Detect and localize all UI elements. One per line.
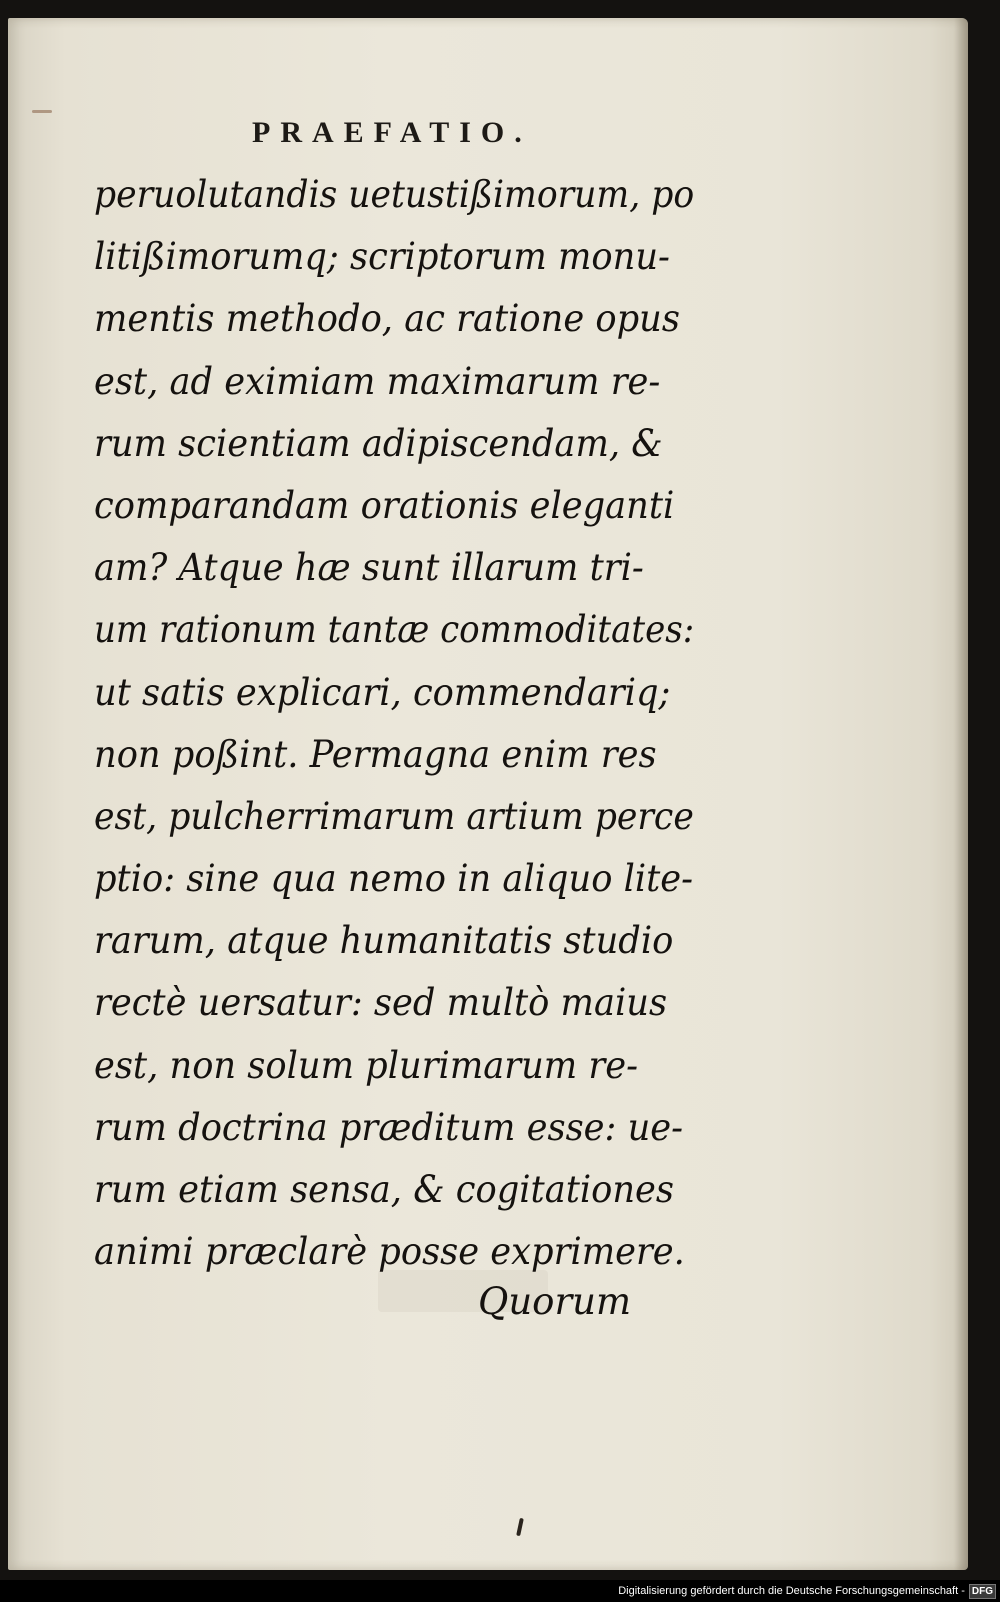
text-line: comparandam orationis eleganti (94, 483, 675, 527)
text-line: mentis methodo, ac ratione opus (94, 297, 680, 341)
text-line: rum etiam sensa, & cogitationes (94, 1168, 674, 1211)
margin-mark (32, 110, 52, 113)
page-edge-shadow (954, 18, 968, 1570)
dfg-logo: DFG (969, 1584, 996, 1599)
text-line: um rationum tantæ commoditates: (94, 608, 695, 652)
text-line: ut satis explicari, commendariq; (94, 670, 671, 714)
text-line: rarum, atque humanitatis studio (94, 919, 674, 963)
ink-mark (516, 1518, 524, 1536)
text-line: est, ad eximiam maximarum re- (94, 359, 661, 403)
text-line: rum doctrina præditum esse: ue- (94, 1105, 684, 1149)
catchword: Quorum (478, 1280, 632, 1323)
funding-credit: Digitalisierung gefördert durch die Deutsche Forschungsgemeinschaft - (618, 1585, 965, 1597)
text-line: est, pulcherrimarum artium perce (94, 794, 694, 838)
text-line: non poßint. Permagna enim res (94, 732, 657, 776)
text-line: rum scientiam adipiscendam, & (94, 421, 663, 465)
text-line: animi præclarè posse exprimere. (94, 1230, 685, 1274)
book-page (8, 18, 968, 1570)
running-head: PRAEFATIO. (252, 116, 532, 149)
text-line: am? Atque hæ sunt illarum tri- (94, 546, 644, 590)
text-line: est, non solum plurimarum re- (94, 1043, 639, 1087)
text-line: litißimorumq; scriptorum monu- (94, 235, 670, 279)
text-line: peruolutandis uetustißimorum, po (94, 173, 695, 216)
text-line: rectè uersatur: sed multò maius (94, 981, 668, 1025)
text-line: ptio: sine qua nemo in aliquo lite- (94, 857, 694, 901)
body-text (94, 164, 724, 1283)
digitization-footer (0, 1580, 1000, 1602)
